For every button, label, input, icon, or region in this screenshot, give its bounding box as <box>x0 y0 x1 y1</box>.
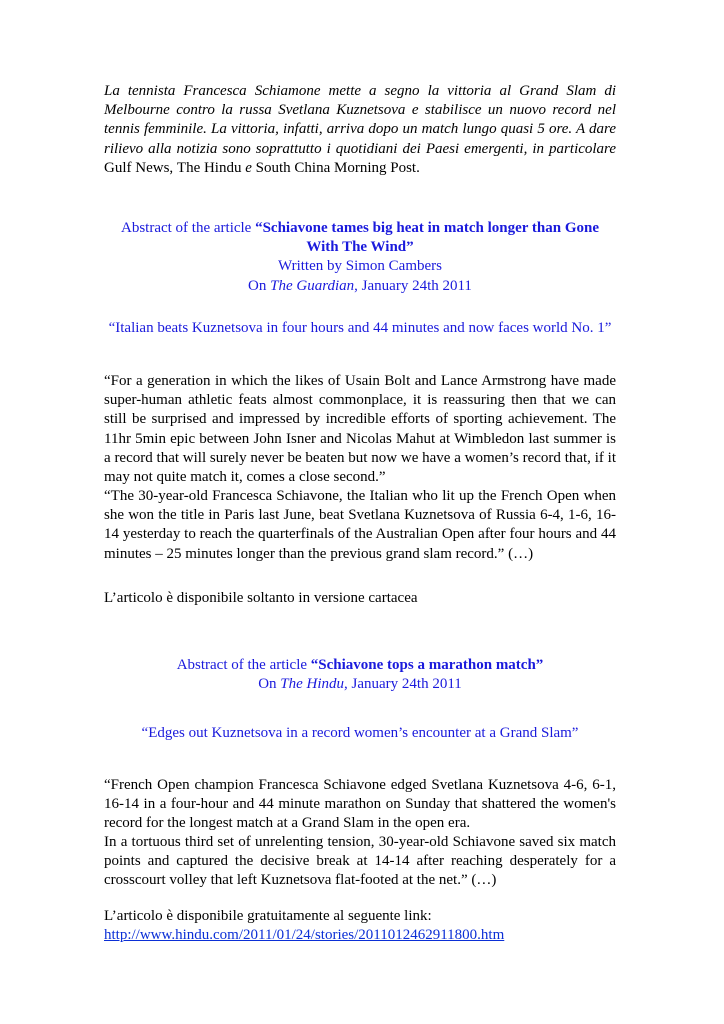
intro-italic-text: La tennista Francesca Schiamone mette a segno la vittoria al Grand Slam di Melbourne contro la russa Svetlana Kuznetsova e stabilisce un nuovo record nel tennis femminile. La vittoria, infatti, arriva dopo un match lungo quasi 5 ore. A dare rilievo alla notizia sono soprattutto i quotidiani dei Paesi emergenti, in particolare <box>104 83 616 157</box>
article2-abstract-prefix: Abstract of the article <box>176 657 308 673</box>
intro-paragraph <box>104 82 616 178</box>
article1-abstract-prefix: Abstract of the article <box>120 220 252 236</box>
article2-link[interactable]: http://www.hindu.com/2011/01/24/stories/2011012462911800.htm <box>104 927 505 944</box>
article1-date: , January 24th 2011 <box>354 277 472 294</box>
article1-title: “Schiavone tames big heat in match longer than Gone With The Wind” <box>255 220 599 256</box>
article1-paragraph-1: “For a generation in which the likes of Usain Bolt and Lance Armstrong have made super-human athletic feats almost commonplace, it is reassuring then that we can still be surprised and impressed by incredible efforts of sporting achievement. The 11hr 5min epic between John Isner and Nicolas Mahut at Wimbledon last summer is a record that will surely never be beaten but now we have a women’s record that, if it may not quite match it, comes a close second.” <box>104 373 616 486</box>
intro-conjunction: e <box>245 159 252 176</box>
article2-source-line <box>104 675 616 694</box>
article2-paragraph-1: “French Open champion Francesca Schiavone edged Svetlana Kuznetsova 4-6, 6-1, 16-14 in a four-hour and 44 minute marathon on Sunday that shattered the women's record for the longest match at a Grand Slam in the open era. <box>104 777 616 832</box>
article1-byline: Written by Simon Cambers <box>278 258 442 275</box>
article2-subtitle: “Edges out Kuznetsova in a record women’s encounter at a Grand Slam” <box>141 725 579 741</box>
article1-availability: L’articolo è disponibile soltanto in versione cartacea <box>104 590 418 606</box>
article1-publication: The Guardian <box>270 277 355 294</box>
article1-header <box>104 219 616 296</box>
intro-source-gulf-news: Gulf News, <box>104 159 174 176</box>
article1-on-prefix: On <box>248 277 267 294</box>
article2-availability-block <box>104 907 616 945</box>
article2-availability: L’articolo è disponibile gratuitamente al seguente link: <box>104 908 432 924</box>
article2-title: “Schiavone tops a marathon match” <box>310 657 544 673</box>
article2-paragraph-2: In a tortuous third set of unrelenting tension, 30-year-old Schiavone saved six match points and captured the decisive break at 14-14 after reaching desperately for a crosscourt volley that left Kuznetsova flat-footed at the net.” (…) <box>104 834 616 889</box>
article2-header <box>104 656 616 694</box>
article1-source-line <box>104 277 616 296</box>
intro-source-scmp: South China Morning Post. <box>255 159 420 176</box>
intro-source-the-hindu: The Hindu <box>176 159 242 176</box>
article2-on-prefix: On <box>258 676 277 693</box>
article1-paragraph-2: “The 30-year-old Francesca Schiavone, the Italian who lit up the French Open when she won the title in Paris last June, beat Svetlana Kuznetsova of Russia 6-4, 1-6, 16-14 yesterday to reach the quarterfinals of the Australian Open after four hours and 44 minutes – 25 minutes longer than the previous grand slam record.” (…) <box>104 488 616 562</box>
article1-subtitle: “Italian beats Kuznetsova in four hours and 44 minutes and now faces world No. 1” <box>108 320 612 336</box>
article1-title-line <box>104 219 616 257</box>
article2-date: , January 24th 2011 <box>344 676 462 693</box>
article2-publication: The Hindu <box>280 676 345 693</box>
article2-title-line <box>104 656 616 675</box>
